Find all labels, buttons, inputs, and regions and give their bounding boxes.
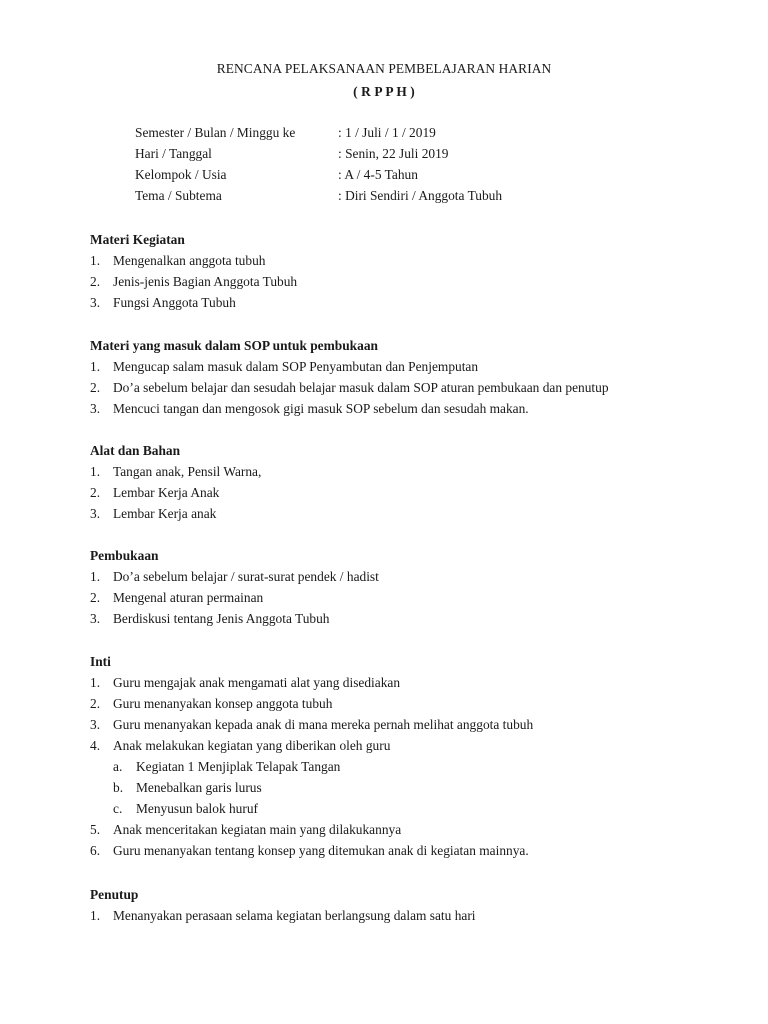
document-subtitle: ( R P P H ) xyxy=(353,84,415,99)
list-item: 5. Anak menceritakan kegiatan main yang dilakukannya xyxy=(90,822,402,837)
info-value: : A / 4-5 Tahun xyxy=(338,167,418,182)
info-value: : 1 / Juli / 1 / 2019 xyxy=(338,125,436,140)
section-heading: Materi yang masuk dalam SOP untuk pembukaan xyxy=(90,338,378,353)
list-item: 3. Berdiskusi tentang Jenis Anggota Tubuh xyxy=(90,611,330,626)
list-item: 1. Mengenalkan anggota tubuh xyxy=(90,253,266,268)
list-item: 2. Do’a sebelum belajar dan sesudah belajar masuk dalam SOP aturan pembukaan dan penutup xyxy=(90,380,609,395)
list-item: 2. Guru menanyakan konsep anggota tubuh xyxy=(90,696,333,711)
section-alat-bahan xyxy=(90,440,730,524)
info-label: Semester / Bulan / Minggu ke xyxy=(135,125,296,140)
section-pembukaan xyxy=(90,545,730,629)
sub-list-item: c. Menyusun balok huruf xyxy=(113,801,258,816)
info-label: Tema / Subtema xyxy=(135,188,222,203)
section-heading: Alat dan Bahan xyxy=(90,443,181,458)
info-label: Hari / Tanggal xyxy=(135,146,212,161)
info-label: Kelompok / Usia xyxy=(135,167,227,182)
list-item: 1. Tangan anak, Pensil Warna, xyxy=(90,464,262,479)
list-item: 1. Do’a sebelum belajar / surat-surat pendek / hadist xyxy=(90,569,379,584)
info-value: : Senin, 22 Juli 2019 xyxy=(338,146,449,161)
section-materi-kegiatan xyxy=(90,229,730,313)
list-item: 3. Fungsi Anggota Tubuh xyxy=(90,295,236,310)
section-heading: Penutup xyxy=(90,887,139,902)
info-value: : Diri Sendiri / Anggota Tubuh xyxy=(338,188,503,203)
document-title: RENCANA PELAKSANAAN PEMBELAJARAN HARIAN xyxy=(216,61,552,76)
list-item: 3. Lembar Kerja anak xyxy=(90,506,217,521)
section-sop xyxy=(90,335,730,419)
sub-list-item: b. Menebalkan garis lurus xyxy=(113,780,262,795)
list-item: 1. Guru mengajak anak mengamati alat yang disediakan xyxy=(90,675,401,690)
list-item: 2. Jenis-jenis Bagian Anggota Tubuh xyxy=(90,274,298,289)
list-item: 2. Mengenal aturan permainan xyxy=(90,590,264,605)
list-item: 2. Lembar Kerja Anak xyxy=(90,485,220,500)
section-heading: Inti xyxy=(90,654,111,669)
section-penutup xyxy=(90,884,730,926)
section-heading: Materi Kegiatan xyxy=(90,232,185,247)
list-item: 6. Guru menanyakan tentang konsep yang ditemukan anak di kegiatan mainnya. xyxy=(90,843,529,858)
list-item: 4. Anak melakukan kegiatan yang diberikan oleh guru xyxy=(90,738,391,753)
list-item: 1. Mengucap salam masuk dalam SOP Penyambutan dan Penjemputan xyxy=(90,359,479,374)
section-inti xyxy=(90,651,730,861)
sub-list-item: a. Kegiatan 1 Menjiplak Telapak Tangan xyxy=(113,759,341,774)
list-item: 1. Menanyakan perasaan selama kegiatan berlangsung dalam satu hari xyxy=(90,908,476,923)
list-item: 3. Guru menanyakan kepada anak di mana mereka pernah melihat anggota tubuh xyxy=(90,717,534,732)
list-item: 3. Mencuci tangan dan mengosok gigi masuk SOP sebelum dan sesudah makan. xyxy=(90,401,529,416)
section-heading: Pembukaan xyxy=(90,548,159,563)
